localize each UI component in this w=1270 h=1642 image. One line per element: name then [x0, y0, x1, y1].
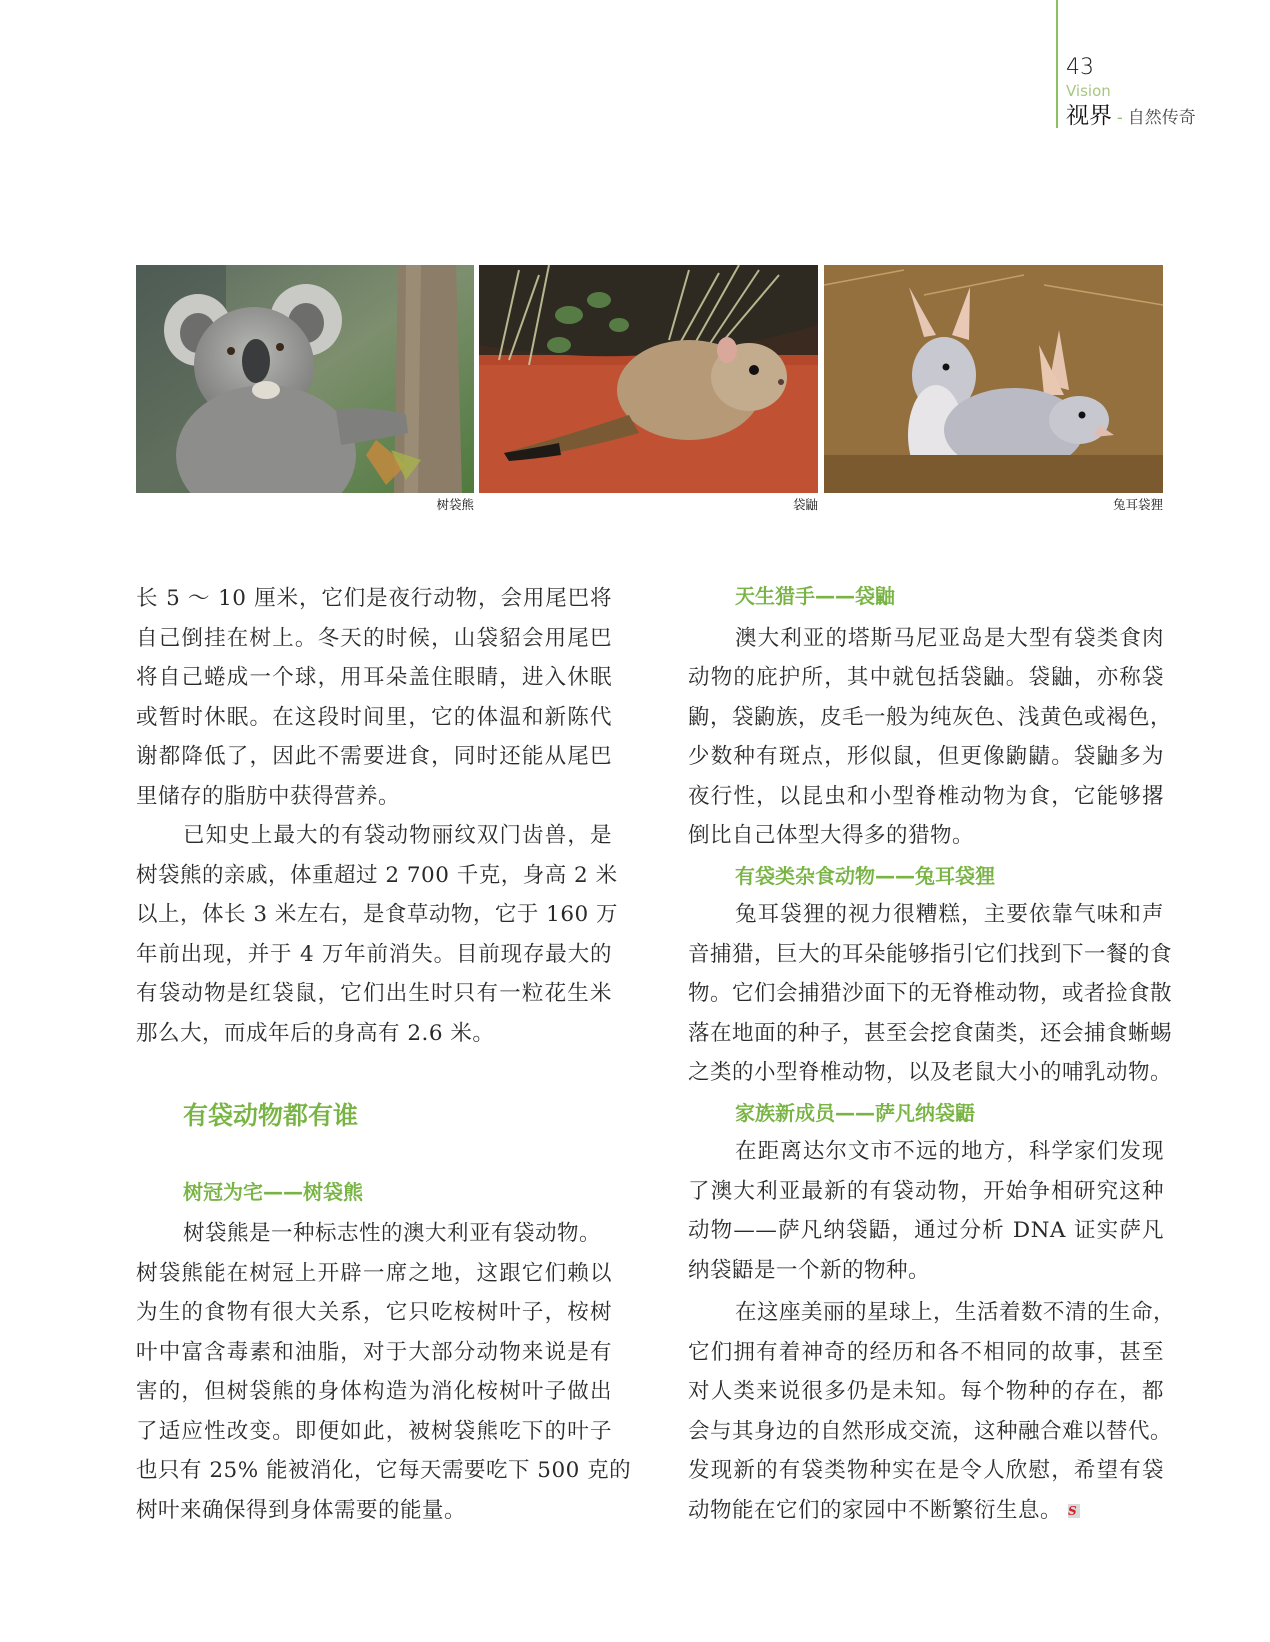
- subheading-dunnart: 天生猎手——袋鼬: [735, 584, 895, 608]
- text-line: 以上，体长 3 米左右，是食草动物，它于 160 万: [136, 902, 619, 927]
- subheading-bilby: 有袋类杂食动物——兔耳袋狸: [735, 864, 995, 888]
- section-main: 视界: [1066, 103, 1112, 129]
- dunnart-photo: [479, 265, 818, 493]
- subheading-savanna-glider: 家族新成员——萨凡纳袋鼯: [735, 1101, 975, 1125]
- photo-caption-bilby: 兔耳袋狸: [1112, 497, 1163, 512]
- text-line: 将自己蜷成一个球，用耳朵盖住眼睛，进入休眠: [136, 665, 612, 690]
- text-line: 少数种有斑点，形似鼠，但更像鼩鼱。袋鼬多为: [688, 744, 1164, 769]
- text-line: 谢都降低了，因此不需要进食，同时还能从尾巴: [136, 744, 612, 769]
- text-line: 树袋熊能在树冠上开辟一席之地，这跟它们赖以: [136, 1260, 612, 1286]
- end-mark-icon: S: [1068, 1504, 1080, 1518]
- text-line: 兔耳袋狸的视力很糟糕，主要依靠气味和声: [735, 902, 1164, 927]
- page-number: 43: [1066, 55, 1094, 80]
- text-line: 了适应性改变。即便如此，被树袋熊吃下的叶子: [136, 1418, 612, 1444]
- text-line: 它们拥有着神奇的经历和各不相同的故事，甚至: [688, 1339, 1164, 1365]
- text-line-content: 动物能在它们的家园中不断繁衍生息。: [688, 1497, 1063, 1523]
- text-line: 也只有 25% 能被消化，它每天需要吃下 500 克的: [136, 1458, 632, 1483]
- text-line: 树袋熊的亲戚，体重超过 2 700 千克，身高 2 米: [136, 862, 618, 888]
- section-separator: -: [1117, 108, 1123, 127]
- text-line: 音捕猎，巨大的耳朵能够指引它们找到下一餐的食: [688, 941, 1173, 967]
- text-line: 物。它们会捕猎沙面下的无脊椎动物，或者捡食散: [688, 981, 1173, 1006]
- text-line: 动物——萨凡纳袋鼯，通过分析 DNA 证实萨凡: [688, 1218, 1164, 1243]
- text-line: 夜行性，以昆虫和小型脊椎动物为食，它能够撂: [688, 783, 1164, 809]
- koala-photo: [136, 265, 474, 493]
- text-line: 在这座美丽的星球上，生活着数不清的生命，: [735, 1300, 1176, 1325]
- text-line: 动物的庇护所，其中就包括袋鼬。袋鼬，亦称袋: [688, 665, 1164, 690]
- text-line: 在距离达尔文市不远的地方，科学家们发现: [735, 1139, 1164, 1164]
- text-line: 倒比自己体型大得多的猎物。: [688, 823, 975, 848]
- text-line: 为生的食物有很大关系，它只吃桉树叶子，桉树: [136, 1300, 612, 1325]
- subheading-koala: 树冠为宅——树袋熊: [183, 1180, 363, 1204]
- text-line: 落在地面的种子，甚至会挖食菌类，还会捕食蜥蜴: [688, 1020, 1173, 1046]
- section-heading: 有袋动物都有谁: [183, 1101, 359, 1130]
- header-rule: [1056, 0, 1058, 128]
- text-line: 或暂时休眠。在这段时间里，它的体温和新陈代: [136, 704, 612, 730]
- text-line: 那么大，而成年后的身高有 2.6 米。: [136, 1020, 495, 1046]
- text-line: 鼩，袋鼩族，皮毛一般为纯灰色、浅黄色或褐色，: [688, 704, 1173, 730]
- text-line: 自己倒挂在树上。冬天的时候，山袋貂会用尾巴: [136, 625, 612, 651]
- photo-caption-koala: 树袋熊: [436, 497, 474, 512]
- text-line: 树叶来确保得到身体需要的能量。: [136, 1497, 467, 1523]
- text-line: 澳大利亚的塔斯马尼亚岛是大型有袋类食肉: [735, 625, 1164, 651]
- text-line: 之类的小型脊椎动物，以及老鼠大小的哺乳动物。: [688, 1060, 1173, 1085]
- text-line: 年前出现，并于 4 万年前消失。目前现存最大的: [136, 941, 612, 967]
- text-line: [688, 1496, 1164, 1526]
- section-sub: 自然传奇: [1127, 108, 1196, 128]
- text-line: 发现新的有袋类物种实在是令人欣慰，希望有袋: [688, 1458, 1164, 1483]
- section-label: [1066, 102, 1196, 132]
- text-line: 会与其身边的自然形成交流，这种融合难以替代。: [688, 1418, 1173, 1444]
- text-line: 里储存的脂肪中获得营养。: [136, 783, 401, 809]
- text-line: 对人类来说很多仍是未知。每个物种的存在，都: [688, 1379, 1164, 1404]
- bilby-photo: [824, 265, 1163, 493]
- photo-caption-dunnart: 袋鼬: [792, 497, 818, 512]
- text-line: 有袋动物是红袋鼠，它们出生时只有一粒花生米: [136, 981, 612, 1006]
- text-line: 了澳大利亚最新的有袋动物，开始争相研究这种: [688, 1178, 1164, 1204]
- text-line: 长 5 ～ 10 厘米，它们是夜行动物，会用尾巴将: [136, 586, 612, 611]
- text-line: 叶中富含毒素和油脂，对于大部分动物来说是有: [136, 1339, 612, 1365]
- text-line: 纳袋鼯是一个新的物种。: [688, 1257, 931, 1283]
- text-line: 已知史上最大的有袋动物丽纹双门齿兽，是: [183, 823, 612, 848]
- text-line: 害的，但树袋熊的身体构造为消化桉树叶子做出: [136, 1379, 612, 1404]
- magazine-name: Vision: [1066, 82, 1111, 100]
- text-line: 树袋熊是一种标志性的澳大利亚有袋动物。: [183, 1221, 602, 1246]
